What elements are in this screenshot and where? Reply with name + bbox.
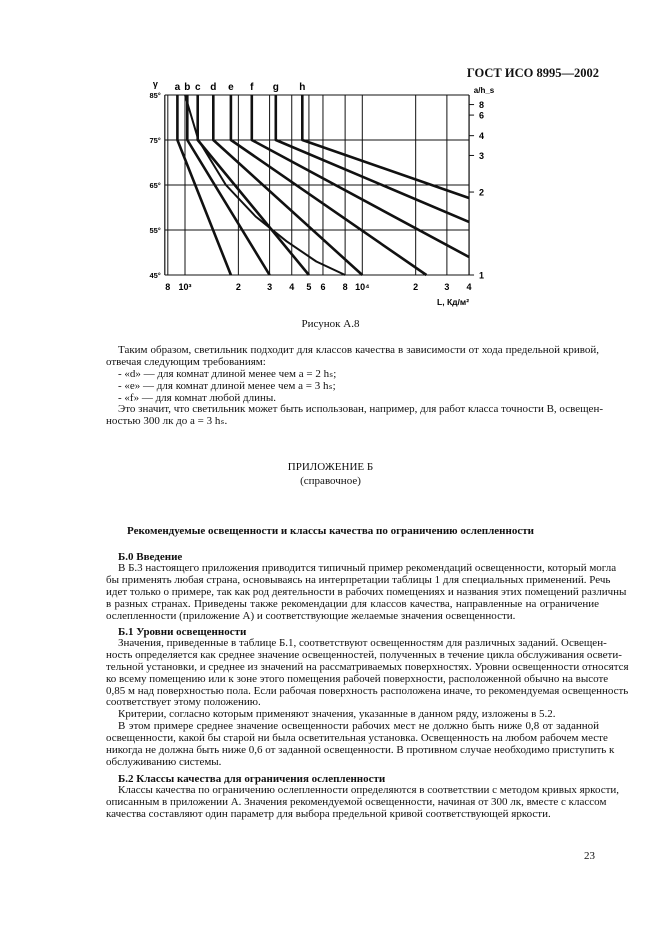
x-tick-label: 2 [413, 282, 419, 292]
text-line: качества составляют один параметр для выбора предельной кривой соответствующей яркости. [106, 807, 551, 820]
text-line: ностью 300 лк до a = 3 hₛ. [106, 415, 228, 428]
text-line: ность определяется как среднее значение освещенностей, полученных в течение цикла обслуживания освети- [106, 648, 622, 661]
paragraph-conclusion [106, 344, 603, 428]
appendix-title: Рекомендуемые освещенности и классы качества по ограничению ослепленности [127, 525, 534, 537]
text-line: идет только о примере, так как род деятельности в рабочих помещениях и названия этих помещений различны [106, 585, 627, 598]
right-tick-label: 6 [479, 110, 485, 121]
right-tick-label: 4 [479, 131, 485, 142]
document-id: ГОСТ ИСО 8995—2002 [466, 66, 599, 80]
right-tick-label: 3 [479, 150, 485, 161]
x-tick-label: 2 [235, 282, 241, 292]
luminance-limit-chart [130, 75, 500, 315]
text-line: бы применять любая страна, основываясь на интерпретации таблицы 1 для специальных применений. Речь [106, 573, 611, 586]
y-tick-label: 45° [149, 271, 161, 280]
curve-label-b: b [184, 82, 191, 93]
appendix-note: (справочное) [300, 475, 361, 487]
text-line: ко всему помещению или к зоне этого помещения рабочей поверхности, расположенной обычно на высоте [106, 672, 609, 685]
section-heading: Б.0 Введение [118, 551, 183, 563]
curve-label-g: g [272, 82, 279, 93]
text-line: тельной установки, и среднее из значений на рассматриваемых поверхностях. Уровни освещенности относятся [106, 660, 629, 673]
x-tick-label: 8 [165, 282, 171, 292]
x-tick-label: 4 [466, 282, 472, 292]
curve-label-e: e [228, 82, 234, 93]
x-tick-label: 6 [320, 282, 326, 292]
right-tick-label: 1 [479, 270, 485, 281]
curve-label-a: a [174, 82, 181, 93]
text-line: обслуживанию системы. [106, 755, 222, 768]
curve-g [276, 95, 469, 222]
text-line: соответствует этому положению. [106, 696, 261, 709]
x-tick-label: 5 [306, 282, 312, 292]
section-heading: Б.1 Уровни освещенности [118, 626, 247, 638]
text-line: Значения, приведенные в таблице Б.1, соответствуют освещенностям для различных заданий. Освещен- [118, 637, 607, 649]
y-tick-label: 75° [149, 136, 161, 145]
section-b1 [106, 626, 629, 769]
right-tick-label: 8 [479, 100, 485, 111]
text-line: освещенности, какой бы старой ни была осветительная установка. Освещенность на любом рабочем месте [106, 732, 608, 745]
x-axis-label: L, Кд/м² [437, 297, 470, 307]
text-line: ослепленности (приложение А) и соответствующие желаемые значения освещенности. [106, 609, 516, 622]
figure-caption: Рисунок А.8 [301, 318, 360, 330]
curve-label-h: h [299, 82, 306, 93]
curve-label-f: f [250, 82, 254, 93]
text-line: описанным в приложении А. Значения рекомендуемой освещенности, начиная от 300 лк, вместе с классом [106, 795, 607, 808]
curve-h [302, 95, 469, 198]
appendix-heading: ПРИЛОЖЕНИЕ Б [287, 461, 374, 473]
list-item: - «e» — для комнат длиной менее чем a = 3 hₛ; [118, 379, 336, 392]
section-b0 [106, 551, 627, 622]
list-item: - «d» — для комнат длиной менее чем a = 2 hₛ; [118, 367, 337, 380]
text-line: Критерии, согласно которым применяют значения, указанные в данном ряду, изложены в 5.2. [118, 708, 556, 721]
x-tick-label: 8 [342, 282, 348, 292]
curve-label-c: c [194, 82, 201, 93]
text-line: в разных странах. Приведены также рекомендации для классов качества, направленные на ограничение [106, 597, 599, 610]
page-number: 23 [584, 850, 595, 862]
x-tick-label: 3 [444, 282, 450, 292]
y-axis-label: γ [152, 79, 158, 89]
text-line: В этом примере среднее значение освещенности рабочих мест не должно быть ниже 0,8 от заданной [118, 720, 599, 733]
x-tick-label: 10³ [178, 282, 192, 292]
x-tick-label: 3 [267, 282, 273, 292]
curve-label-d: d [210, 82, 217, 93]
right-axis-label: a/h_s [473, 86, 495, 95]
section-b2 [106, 773, 620, 821]
text-line: никогда не должна быть ниже 0,6 от заданной освещенности. В противном случае необходимо приступить к [106, 744, 615, 757]
y-tick-label: 65° [149, 181, 161, 190]
x-tick-label: 10⁴ [355, 282, 370, 292]
y-tick-label: 55° [149, 226, 161, 235]
list-item: - «f» — для комнат любой длины. [118, 391, 276, 404]
y-tick-label: 85° [149, 91, 161, 100]
text-line: В Б.3 настоящего приложения приводится типичный пример рекомендаций освещенности, который могла [118, 562, 617, 574]
text-line: отвечая следующим требованиям: [106, 355, 266, 368]
text-line: Таким образом, светильник подходит для классов качества в зависимости от хода предельной кривой, [118, 344, 599, 356]
section-heading: Б.2 Классы качества для ограничения ослепленности [118, 773, 386, 785]
right-tick-label: 2 [479, 187, 485, 198]
text-line: Классы качества по ограничению ослепленности определяются в соответствии с методом кривых яркости, [118, 784, 620, 796]
text-line: 0,85 м над поверхностью пола. Если рабочая поверхность расположена иначе, то рекомендуемая освещенность [106, 684, 629, 697]
x-tick-label: 4 [289, 282, 295, 292]
text-line: Это значит, что светильник может быть использован, например, для работ класса точности B, освещен- [118, 403, 603, 416]
